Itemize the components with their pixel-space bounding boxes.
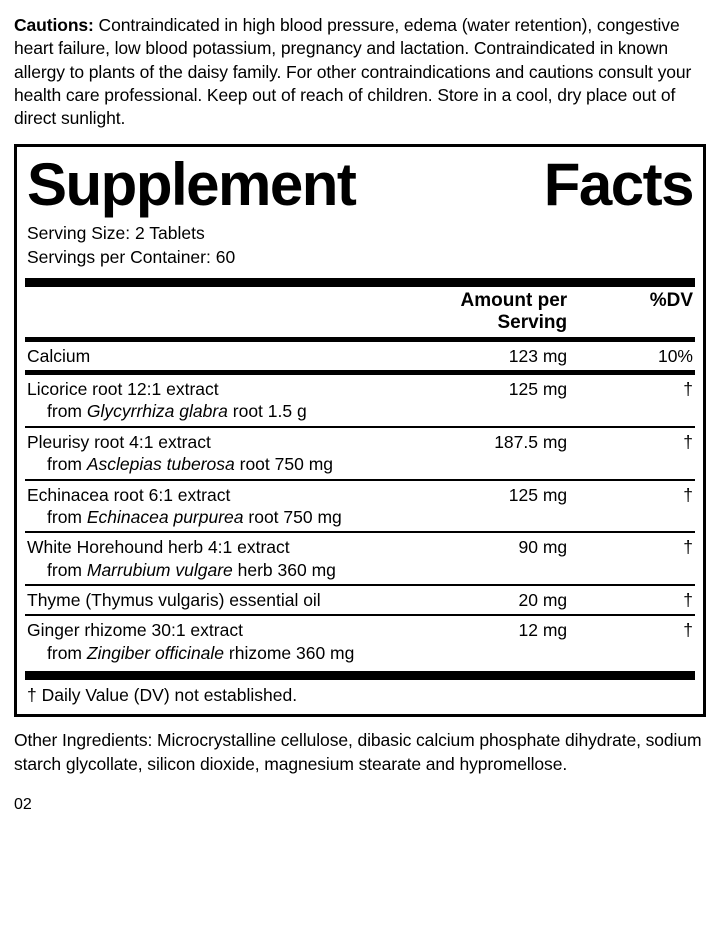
table-row [25, 375, 695, 426]
row-name [25, 533, 391, 584]
facts-table-body [25, 337, 695, 668]
row-name [25, 342, 391, 370]
row-subtext [27, 642, 389, 664]
row-name [25, 428, 391, 479]
row-dv: † [683, 620, 693, 641]
facts-header-row [25, 287, 695, 337]
serving-info [25, 220, 695, 273]
row-name-text: Licorice root 12:1 extract [27, 378, 219, 399]
table-row [25, 533, 695, 584]
row-name-text: Pleurisy root 4:1 extract [27, 431, 211, 452]
row-sub-pre: from [47, 559, 87, 580]
cautions-text: Contraindicated in high blood pressure, edema (water retention), congestive heart failure, low blood potassium, pregnancy and lactation. Contraindicated in known allergy to plants of the daisy family. For other contraindications and cautions consult your health care professional. Keep out of reach of children. Store in a cool, dry place out of direct sunlight. [14, 15, 692, 129]
supplement-facts-panel [14, 144, 706, 717]
serving-size: Serving Size: 2 Tablets [27, 223, 205, 244]
table-row [25, 342, 695, 370]
row-sub-latin: Asclepias tuberosa [86, 454, 235, 475]
other-ingredients: Other Ingredients: Microcrystalline cellulose, dibasic calcium phosphate dihydrate, sodium starch glycollate, silicon dioxide, magnesium stearate and hypromellose. [14, 730, 702, 774]
cautions-label: Cautions: [14, 15, 94, 35]
row-amount: 90 mg [518, 537, 568, 558]
row-sub-pre: from [47, 506, 87, 527]
header-dv: %DV [649, 289, 693, 311]
row-sub-latin: Marrubium vulgare [86, 559, 233, 580]
row-name-text: Thyme (Thymus vulgaris) essential oil [27, 590, 321, 611]
row-sub-latin: Echinacea purpurea [86, 506, 244, 527]
facts-table-head [25, 287, 695, 337]
row-amount: 187.5 mg [494, 431, 568, 452]
row-dv: † [683, 484, 693, 505]
header-nutrient [25, 287, 391, 337]
row-subtext [27, 559, 389, 581]
row-sub-post: rhizome 360 mg [224, 642, 355, 663]
row-name [25, 616, 391, 667]
row-name [25, 375, 391, 426]
table-row [25, 428, 695, 479]
row-sub-pre: from [47, 454, 87, 475]
row-subtext [27, 400, 389, 422]
daily-value-footnote: † Daily Value (DV) not established. [27, 685, 298, 706]
facts-table [25, 287, 695, 668]
row-sub-post: root 750 mg [234, 454, 333, 475]
cautions-paragraph [14, 14, 706, 130]
row-subtext [27, 453, 389, 475]
title-facts: Facts [543, 151, 693, 219]
panel-rule-top [25, 278, 695, 287]
row-sub-latin: Zingiber officinale [86, 642, 225, 663]
table-row [25, 616, 695, 667]
row-amount: 20 mg [518, 590, 568, 611]
row-dv: † [683, 590, 693, 611]
row-name-text: Echinacea root 6:1 extract [27, 484, 231, 505]
title-supplement: Supplement [27, 151, 356, 219]
row-dv: † [683, 378, 693, 399]
row-name-text: Calcium [27, 345, 91, 366]
page-number: 02 [14, 795, 32, 813]
row-sub-post: root 1.5 g [227, 401, 307, 422]
row-dv: 10% [657, 345, 693, 366]
row-name [25, 586, 391, 614]
panel-rule-bottom [25, 671, 695, 680]
row-amount: 12 mg [518, 620, 568, 641]
row-sub-latin: Glycyrrhiza glabra [86, 401, 228, 422]
servings-per-container: Servings per Container: 60 [27, 246, 236, 267]
row-sub-pre: from [47, 642, 87, 663]
header-amount: Amount per Serving [460, 289, 568, 333]
row-name [25, 481, 391, 532]
row-name-text: White Horehound herb 4:1 extract [27, 537, 290, 558]
row-dv: † [683, 431, 693, 452]
row-name-text: Ginger rhizome 30:1 extract [27, 620, 243, 641]
table-row [25, 481, 695, 532]
row-amount: 125 mg [508, 378, 568, 399]
row-amount: 125 mg [508, 484, 568, 505]
row-sub-post: root 750 mg [243, 506, 342, 527]
row-dv: † [683, 537, 693, 558]
row-subtext [27, 506, 389, 528]
supplement-facts-title [25, 151, 695, 220]
table-row [25, 586, 695, 614]
row-sub-pre: from [47, 401, 87, 422]
row-sub-post: herb 360 mg [232, 559, 336, 580]
row-amount: 123 mg [508, 345, 568, 366]
